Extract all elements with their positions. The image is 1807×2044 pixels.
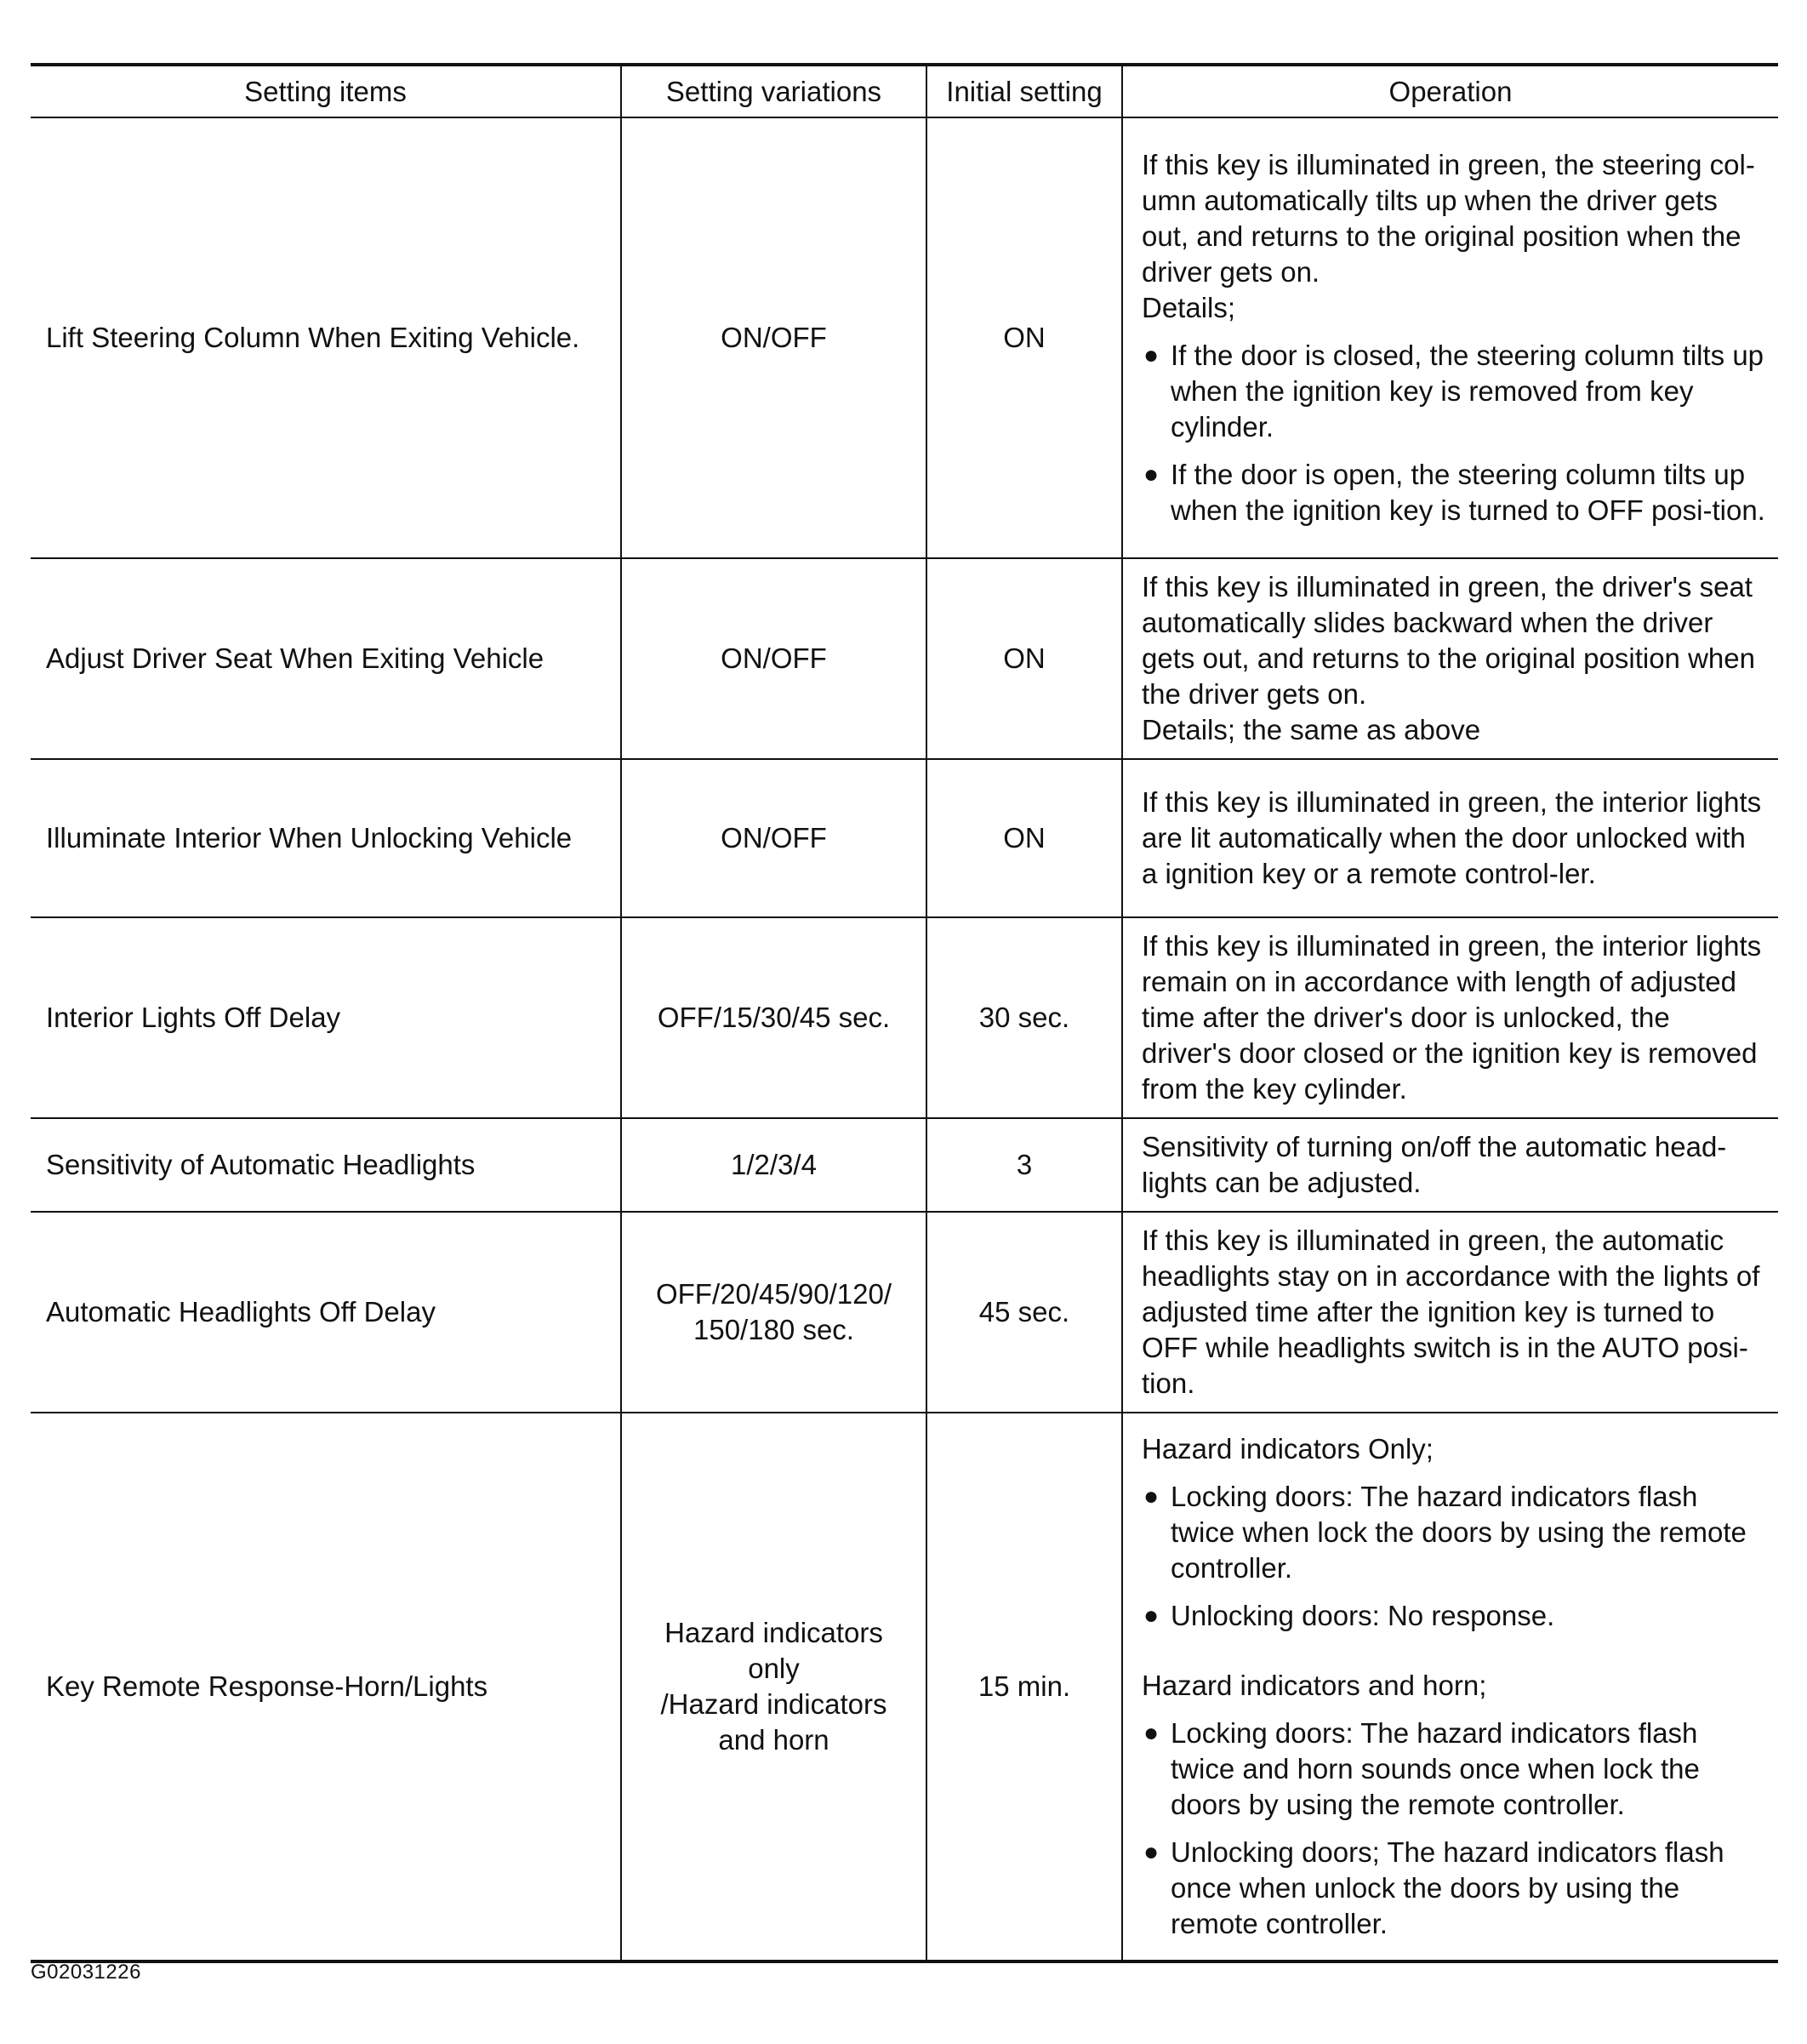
setting-variations-cell xyxy=(621,1212,926,1413)
bullet-icon: ● xyxy=(1143,1838,1160,1866)
details-label: Details; the same as above xyxy=(1142,714,1481,745)
operation-cell xyxy=(1122,1212,1778,1413)
operation-text: If this key is illuminated in green, the driver's seat automatically slides backward when the driver gets out, and returns to the original position when the driver gets on. xyxy=(1142,571,1755,710)
table-row xyxy=(31,1413,1778,1961)
setting-item-cell: Interior Lights Off Delay xyxy=(31,917,621,1118)
bullet-icon: ● xyxy=(1143,1482,1160,1510)
spacer xyxy=(1142,1634,1766,1668)
list-item xyxy=(1142,338,1766,445)
initial-setting-cell: 30 sec. xyxy=(926,917,1122,1118)
list-item-text: Unlocking doors; The hazard indicators flash once when unlock the doors by using the remote controller. xyxy=(1171,1836,1724,1939)
list-item-text: If the door is closed, the steering column tilts up when the ignition key is removed from key cylinder. xyxy=(1171,340,1764,442)
group-label: Hazard indicators and horn; xyxy=(1142,1670,1487,1701)
list-item-text: Locking doors: The hazard indicators flash twice and horn sounds once when lock the doors by using the remote controller. xyxy=(1171,1717,1700,1820)
operation-cell xyxy=(1122,117,1778,558)
header-initial-setting: Initial setting xyxy=(926,65,1122,117)
variation-line: 150/180 sec. xyxy=(693,1314,854,1345)
variation-line: Hazard indicators xyxy=(664,1617,883,1648)
operation-cell xyxy=(1122,759,1778,917)
list-item xyxy=(1142,1716,1766,1823)
initial-setting-cell: ON xyxy=(926,117,1122,558)
setting-variations-cell: 1/2/3/4 xyxy=(621,1118,926,1212)
list-item xyxy=(1142,1479,1766,1586)
details-label: Details; xyxy=(1142,292,1236,323)
table-row xyxy=(31,917,1778,1118)
setting-variations-cell: OFF/15/30/45 sec. xyxy=(621,917,926,1118)
table-row xyxy=(31,1212,1778,1413)
group1-list xyxy=(1142,1479,1766,1634)
table-row xyxy=(31,117,1778,558)
table-row xyxy=(31,558,1778,759)
details-list xyxy=(1142,338,1766,528)
setting-item-cell: Key Remote Response-Horn/Lights xyxy=(31,1413,621,1961)
setting-item-cell: Illuminate Interior When Unlocking Vehicle xyxy=(31,759,621,917)
header-setting-variations: Setting variations xyxy=(621,65,926,117)
group2-list xyxy=(1142,1716,1766,1942)
header-row xyxy=(31,65,1778,117)
initial-setting-cell: 15 min. xyxy=(926,1413,1122,1961)
setting-item-cell: Sensitivity of Automatic Headlights xyxy=(31,1118,621,1212)
operation-text: If this key is illuminated in green, the interior lights are lit automatically when the door unlocked with a ignition key or a remote control-ler. xyxy=(1142,786,1762,889)
table-row xyxy=(31,1118,1778,1212)
initial-setting-cell: 45 sec. xyxy=(926,1212,1122,1413)
bullet-icon: ● xyxy=(1143,1719,1160,1747)
setting-item-cell: Lift Steering Column When Exiting Vehicle. xyxy=(31,117,621,558)
operation-text: If this key is illuminated in green, the steering col-umn automatically tilts up when the driver gets out, and returns to the original position when the driver gets on. xyxy=(1142,149,1755,288)
header-operation: Operation xyxy=(1122,65,1778,117)
figure-code: G02031226 xyxy=(31,1961,141,1984)
variation-line: only xyxy=(748,1653,800,1684)
setting-variations-cell: ON/OFF xyxy=(621,759,926,917)
operation-text: If this key is illuminated in green, the interior lights remain on in accordance with length of adjusted time after the driver's door is unlocked, the driver's door closed or the ignition key is removed from the key cylinder. xyxy=(1142,930,1762,1105)
setting-item-cell: Automatic Headlights Off Delay xyxy=(31,1212,621,1413)
variation-line: /Hazard indicators xyxy=(660,1688,887,1720)
list-item-text: If the door is open, the steering column tilts up when the ignition key is turned to OFF posi-tion. xyxy=(1171,459,1765,526)
initial-setting-cell: ON xyxy=(926,759,1122,917)
setting-item-cell: Adjust Driver Seat When Exiting Vehicle xyxy=(31,558,621,759)
setting-variations-cell: ON/OFF xyxy=(621,117,926,558)
group-label: Hazard indicators Only; xyxy=(1142,1433,1434,1464)
variation-line: and horn xyxy=(718,1724,829,1756)
operation-text: Sensitivity of turning on/off the automatic head-lights can be adjusted. xyxy=(1142,1131,1727,1198)
initial-setting-cell: 3 xyxy=(926,1118,1122,1212)
list-item xyxy=(1142,1835,1766,1942)
settings-table xyxy=(31,63,1778,1963)
variation-line: OFF/20/45/90/120/ xyxy=(655,1278,892,1310)
operation-cell xyxy=(1122,558,1778,759)
list-item xyxy=(1142,457,1766,528)
list-item-text: Unlocking doors: No response. xyxy=(1171,1600,1555,1631)
header-setting-items: Setting items xyxy=(31,65,621,117)
bullet-icon: ● xyxy=(1143,460,1160,488)
operation-cell xyxy=(1122,1413,1778,1961)
operation-cell xyxy=(1122,917,1778,1118)
initial-setting-cell: ON xyxy=(926,558,1122,759)
list-item-text: Locking doors: The hazard indicators flash twice when lock the doors by using the remote controller. xyxy=(1171,1481,1747,1584)
list-item xyxy=(1142,1598,1766,1634)
setting-variations-cell xyxy=(621,1413,926,1961)
table-row xyxy=(31,759,1778,917)
bullet-icon: ● xyxy=(1143,341,1160,369)
operation-cell xyxy=(1122,1118,1778,1212)
setting-variations-cell: ON/OFF xyxy=(621,558,926,759)
operation-text: If this key is illuminated in green, the automatic headlights stay on in accordance with the lights of adjusted time after the ignition key is turned to OFF while headlights switch is in the AUTO posi-tion. xyxy=(1142,1225,1760,1399)
bullet-icon: ● xyxy=(1143,1602,1160,1630)
